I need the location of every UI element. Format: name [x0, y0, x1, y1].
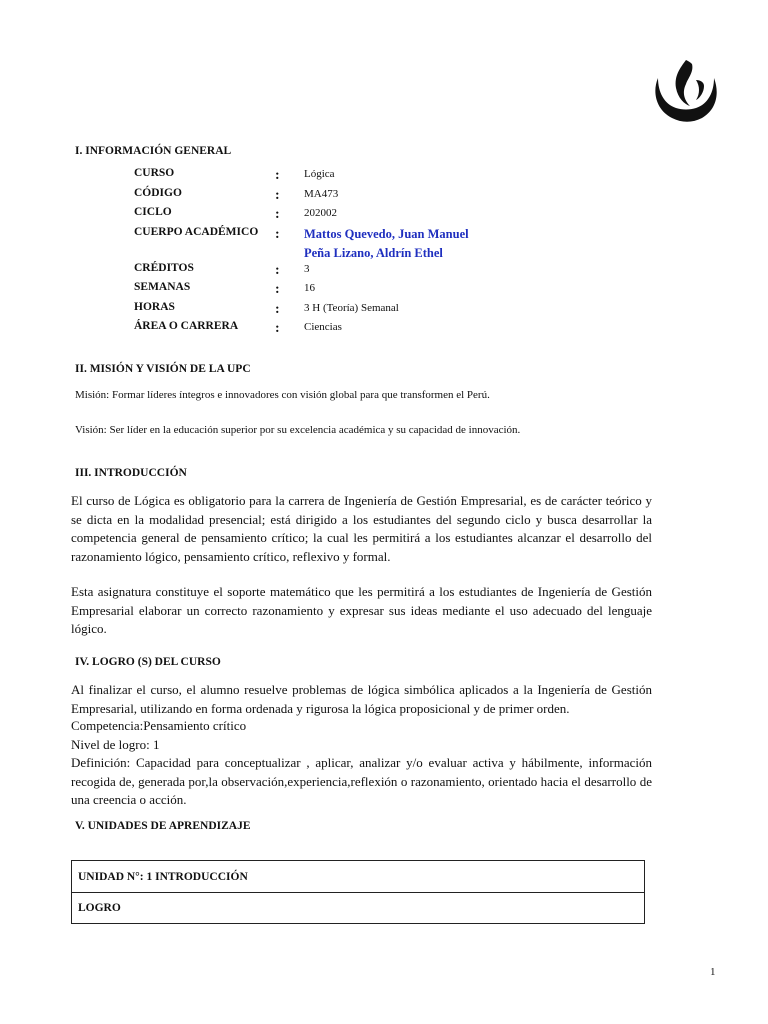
label-cuerpo-academico: CUERPO ACADÉMICO: [134, 226, 259, 238]
label-area-carrera: ÁREA O CARRERA: [134, 320, 239, 332]
mision-text: Misión: Formar líderes íntegros e innovadores con visión global para que transformen el Perú.: [75, 389, 490, 401]
label-horas: HORAS: [134, 301, 175, 313]
competencia-text: Competencia:Pensamiento crítico: [71, 718, 247, 733]
colon: :: [275, 302, 280, 317]
section-title-informacion-general: I. INFORMACIÓN GENERAL: [75, 145, 232, 157]
value-ciclo: 202002: [304, 207, 337, 219]
value-horas: 3 H (Teoría) Semanal: [304, 302, 399, 314]
label-curso: CURSO: [134, 167, 175, 179]
label-ciclo: CICLO: [134, 206, 172, 218]
label-creditos: CRÉDITOS: [134, 262, 194, 274]
section-title-mision-vision: II. MISIÓN Y VISIÓN DE LA UPC: [75, 363, 251, 375]
value-semanas: 16: [304, 282, 315, 294]
section-title-logro-curso: IV. LOGRO (S) DEL CURSO: [75, 656, 221, 668]
colon: :: [275, 188, 280, 203]
value-area-carrera: Ciencias: [304, 321, 342, 333]
value-codigo: MA473: [304, 188, 339, 200]
value-docente-2: Peña Lizano, Aldrín Ethel: [304, 246, 443, 260]
value-docente-1: Mattos Quevedo, Juan Manuel: [304, 227, 469, 241]
unit-divider: [72, 892, 644, 893]
colon: :: [275, 282, 280, 297]
colon: :: [275, 227, 280, 242]
definicion-paragraph: Definición: Capacidad para conceptualizar , aplicar, analizar y/o evaluar activa y hábilmente, información recogida de, generada por,la observación,experiencia,reflexión o razonamiento, orientado hacia el desarrollo de una creencia o acción.: [71, 755, 652, 807]
section-title-unidades-aprendizaje: V. UNIDADES DE APRENDIZAJE: [75, 820, 251, 832]
label-codigo: CÓDIGO: [134, 187, 182, 199]
value-creditos: 3: [304, 263, 310, 275]
label-semanas: SEMANAS: [134, 281, 191, 293]
section-title-introduccion: III. INTRODUCCIÓN: [75, 467, 187, 479]
colon: :: [275, 168, 280, 183]
unit-table: [71, 860, 645, 924]
logro-paragraph: Al finalizar el curso, el alumno resuelve problemas de lógica simbólica aplicados a la Ingeniería de Gestión Empresarial, utilizando en forma ordenada y rigurosa la lógica proposicional y de primer orden.: [71, 682, 652, 716]
colon: :: [275, 321, 280, 336]
unit-logro-label: LOGRO: [78, 902, 121, 914]
value-curso: Lógica: [304, 168, 335, 180]
colon: :: [275, 263, 280, 278]
vision-text: Visión: Ser líder en la educación superior por su excelencia académica y su capacidad de innovación.: [75, 424, 521, 436]
page-number: 1: [710, 966, 716, 978]
unit-title: UNIDAD N°: 1 INTRODUCCIÓN: [78, 871, 248, 883]
colon: :: [275, 207, 280, 222]
nivel-logro-text: Nivel de logro: 1: [71, 737, 160, 752]
introduccion-paragraph-1: El curso de Lógica es obligatorio para la carrera de Ingeniería de Gestión Empresarial, es de carácter teórico y se dicta en la modalidad presencial; está dirigido a los estudiantes del segundo ciclo y busca desarrollar la competencia general de pensamiento crítico; la cual les permitirá a los estudiantes alcanzar el desarrollo del razonamiento lógico, pensamiento crítico, reflexivo y formal.: [71, 493, 652, 564]
introduccion-paragraph-2: Esta asignatura constituye el soporte matemático que les permitirá a los estudiantes de Ingeniería de Gestión Empresarial elaborar un correcto razonamiento y expresar sus ideas mediante el uso adecuado del lenguaje lógico.: [71, 584, 652, 636]
upc-flame-logo-icon: [650, 58, 722, 122]
